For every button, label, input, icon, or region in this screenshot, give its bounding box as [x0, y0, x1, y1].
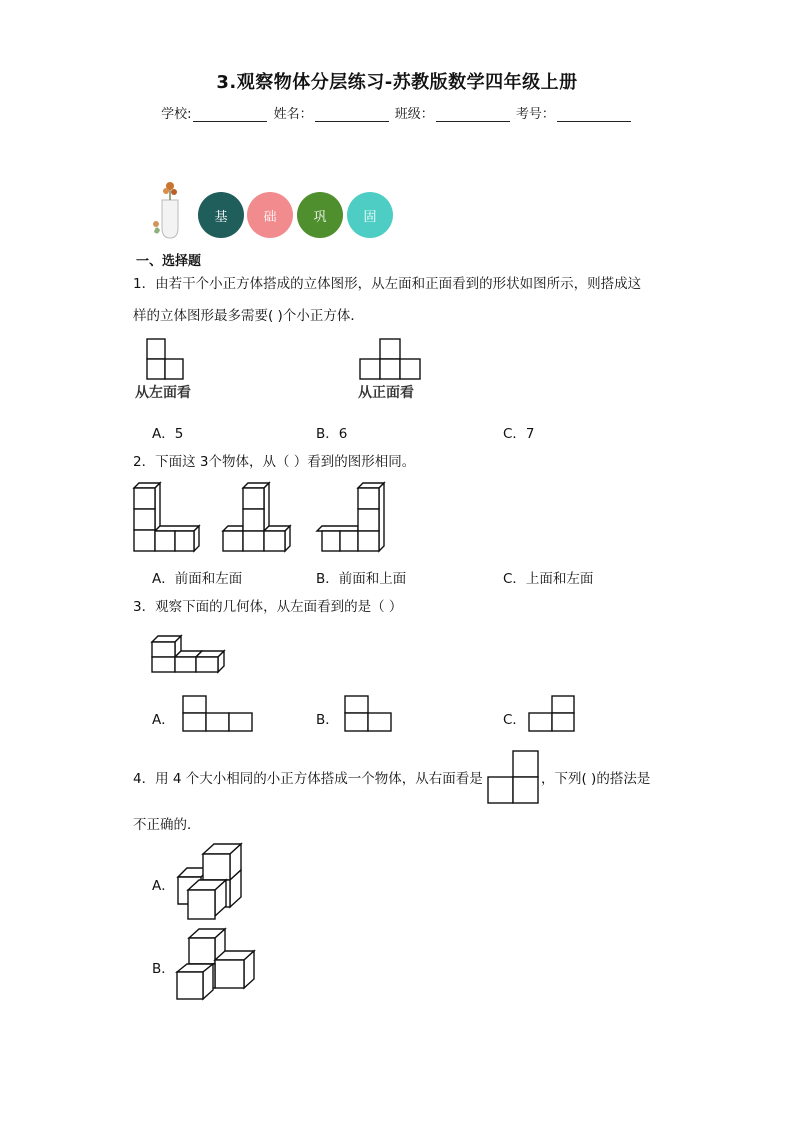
q1-option-b[interactable]: B．6 [316, 426, 348, 442]
q1-line1: 1．由若干个小正方体搭成的立体图形，从左面和正面看到的形状如图所示，则搭成这 [133, 276, 642, 292]
class-label: 班级： [394, 107, 434, 122]
q3-text: 3．观察下面的几何体，从左面看到的是（ ） [133, 599, 403, 615]
q3-option-b-figure[interactable] [344, 695, 396, 735]
q2-object-1-figure [133, 482, 208, 554]
q1-left-view-figure [140, 338, 200, 383]
q4-right-view-figure [486, 750, 544, 806]
q1-line2: 样的立体图形最多需要( )个小正方体． [133, 308, 364, 324]
q4-text-part1: 4．用 4 个大小相同的小正方体搭成一个物体，从右面看是 [133, 771, 483, 787]
vase-decoration-icon [148, 180, 188, 242]
q1-option-c[interactable]: C．7 [503, 426, 535, 442]
class-blank[interactable] [436, 109, 510, 122]
q3-option-a-figure[interactable] [182, 695, 257, 735]
school-label: 学校: [161, 107, 192, 122]
q1-option-a[interactable]: A．5 [152, 426, 184, 442]
q2-text: 2．下面这 3个物体，从（ ）看到的图形相同。 [133, 454, 416, 470]
q1-left-view-caption: 从左面看 [135, 385, 191, 401]
q2-object-2-figure [222, 482, 297, 554]
badge-ji: 基 [198, 192, 244, 238]
name-label: 姓名： [273, 107, 313, 122]
q4-text-line2: 不正确的． [133, 817, 201, 833]
q4-option-a-figure[interactable] [176, 842, 248, 924]
q4-text-part2: ，下列( )的搭法是 [541, 771, 651, 787]
q1-front-view-figure [358, 338, 428, 383]
q3-solid-figure [150, 633, 240, 678]
q4-option-a[interactable]: A． [152, 878, 175, 894]
q2-object-3-figure [316, 482, 391, 554]
number-label: 考号： [515, 107, 555, 122]
q3-option-c-figure[interactable] [528, 695, 580, 735]
student-info-line [0, 103, 794, 122]
page-title: 3.观察物体分层练习-苏教版数学四年级上册 [216, 72, 578, 93]
section-title: 一、选择题 [136, 254, 202, 269]
badge-gu: 固 [347, 192, 393, 238]
q2-option-c[interactable]: C．上面和左面 [503, 571, 594, 587]
q4-option-b-figure[interactable] [176, 926, 260, 1004]
badge-gong: 巩 [297, 192, 343, 238]
name-blank[interactable] [315, 109, 389, 122]
q3-option-c[interactable]: C． [503, 712, 526, 728]
q4-option-b[interactable]: B． [152, 961, 175, 977]
q3-option-b[interactable]: B． [316, 712, 339, 728]
q2-option-a[interactable]: A．前面和左面 [152, 571, 243, 587]
badge-chu: 础 [247, 192, 293, 238]
q1-front-view-caption: 从正面看 [358, 385, 414, 401]
number-blank[interactable] [557, 109, 631, 122]
q3-option-a[interactable]: A． [152, 712, 175, 728]
school-blank[interactable] [193, 109, 267, 122]
q2-option-b[interactable]: B．前面和上面 [316, 571, 407, 587]
